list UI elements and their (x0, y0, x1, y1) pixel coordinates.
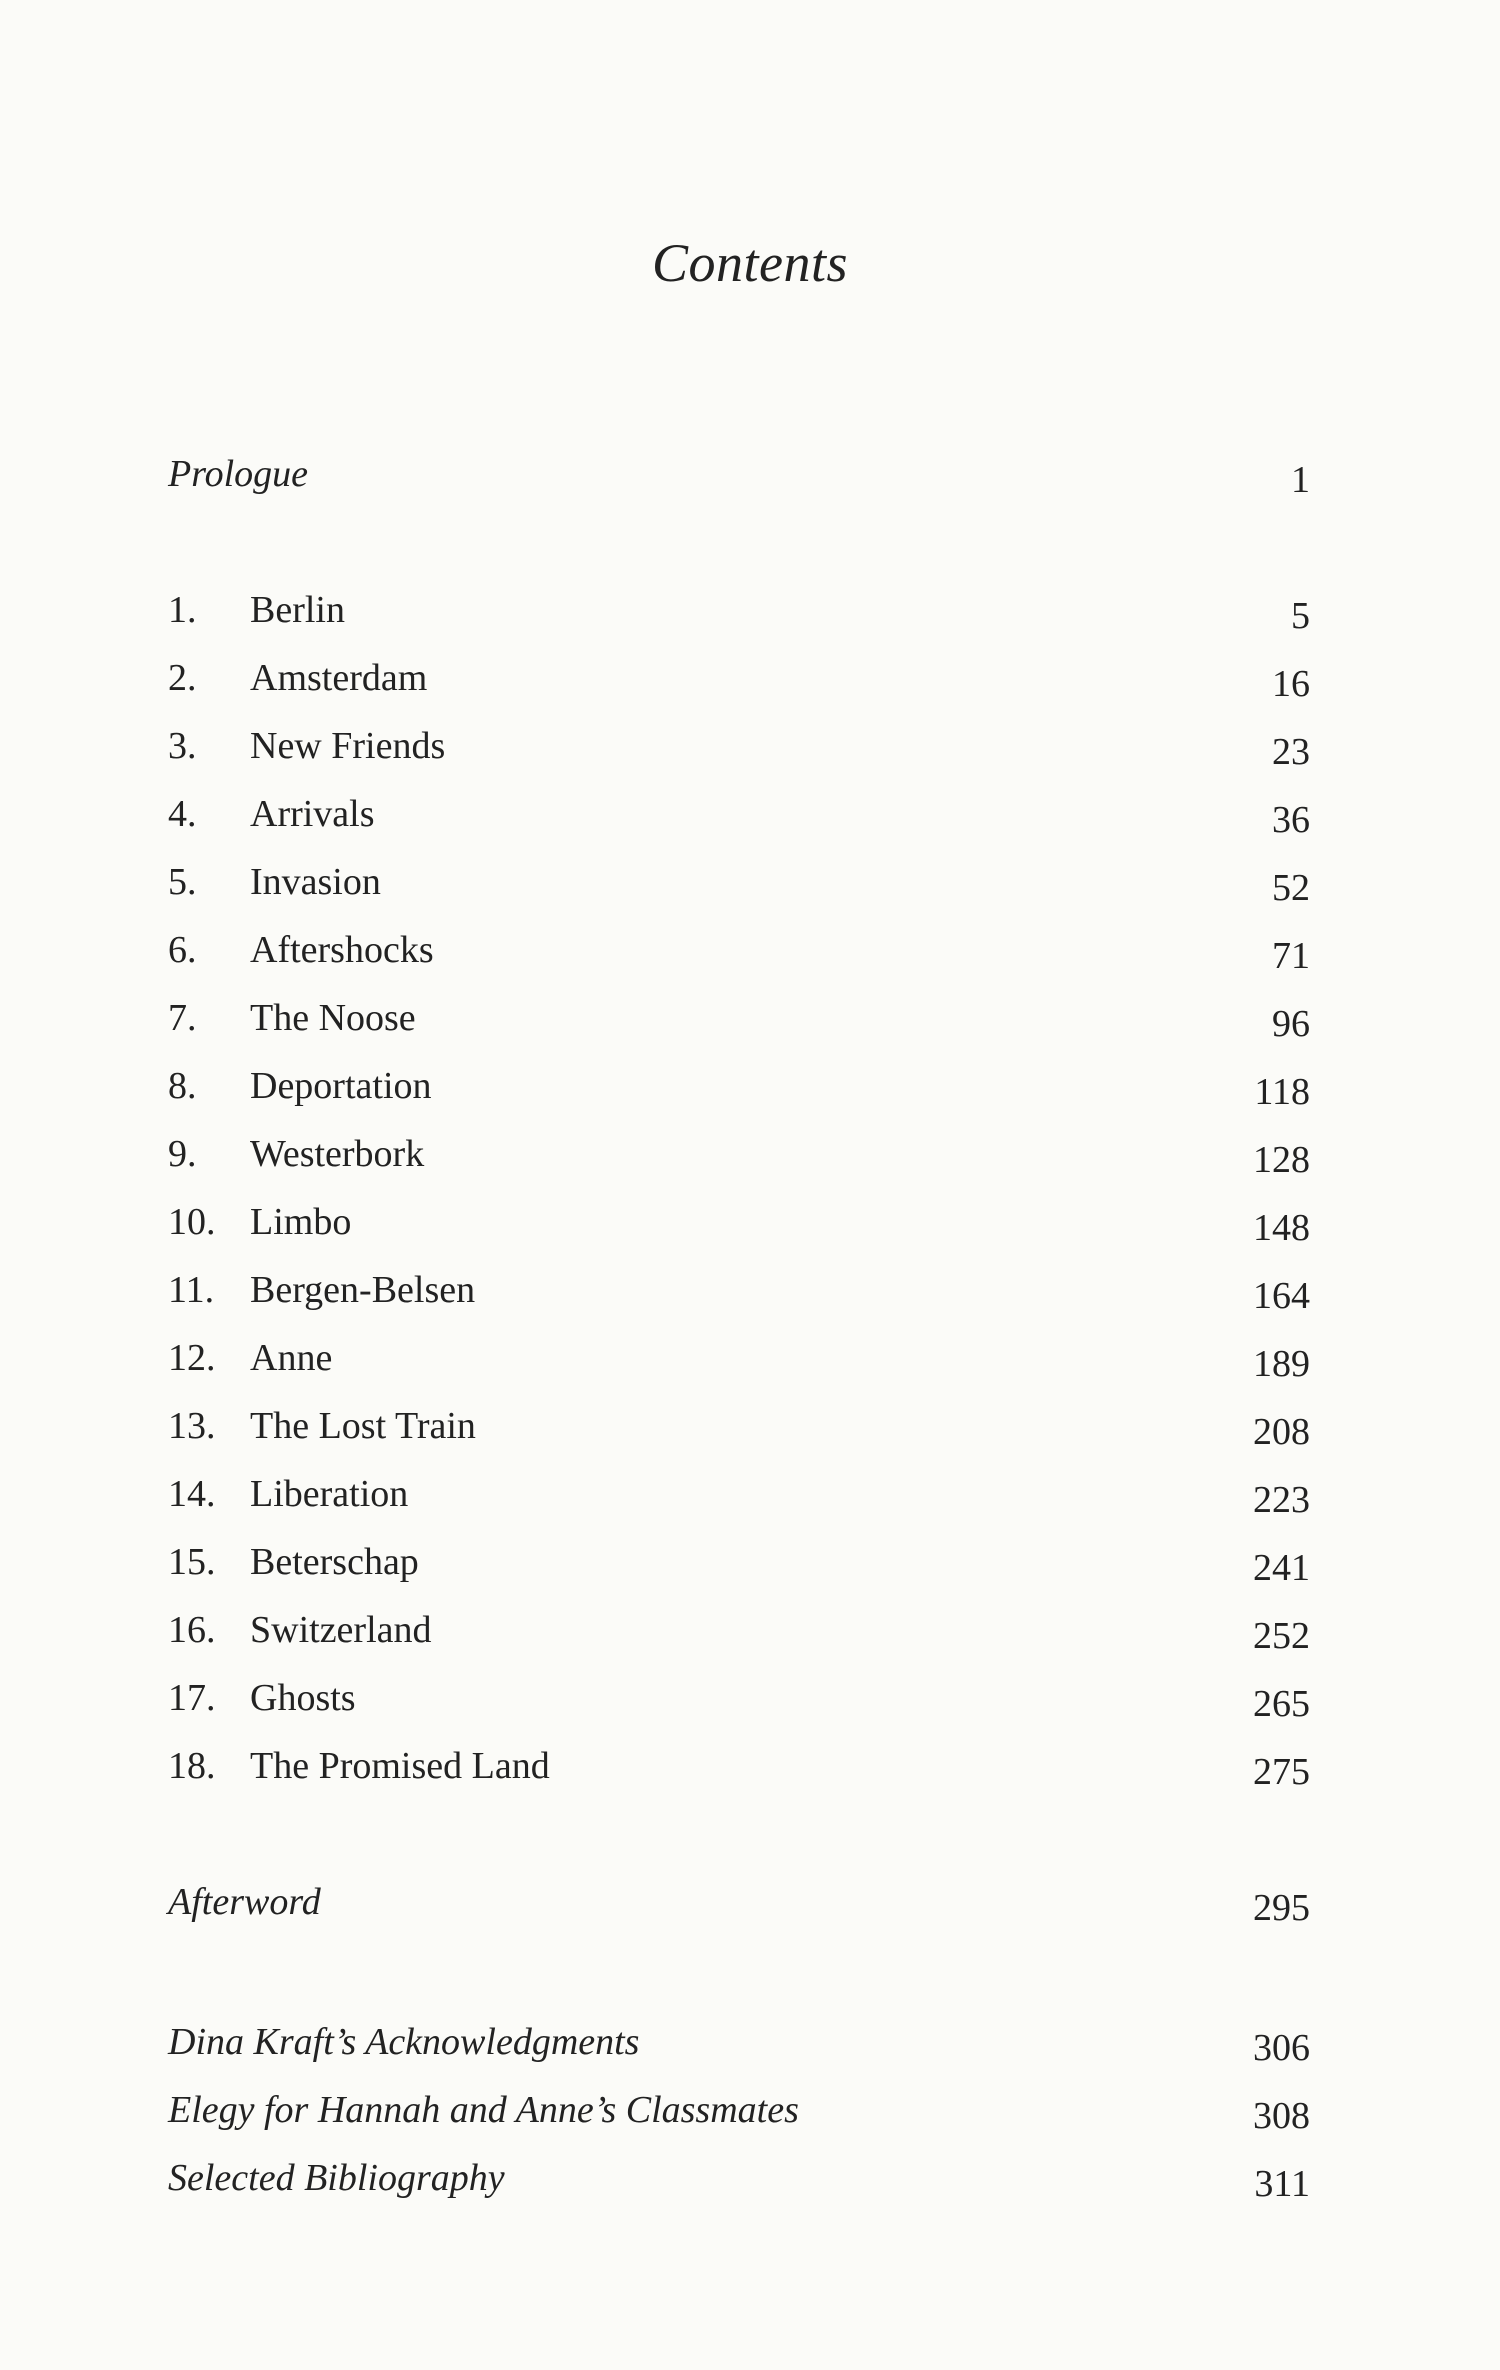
toc-chapter (0, 1132, 1500, 1192)
toc-chapter (0, 656, 1500, 716)
chapter-title: Limbo (250, 1201, 352, 1243)
chapter-number: 10. (168, 1201, 216, 1243)
chapter-number: 3. (168, 725, 197, 767)
toc-chapter (0, 1200, 1500, 1260)
toc-entry-back-matter (0, 2156, 1500, 2216)
toc-entry-back-matter (0, 2020, 1500, 2080)
toc-entry-label: Elegy for Hannah and Anne’s Classmates (168, 2089, 799, 2131)
toc-entry-page: 295 (1253, 1887, 1310, 1929)
toc-chapter (0, 1404, 1500, 1464)
chapter-page: 275 (1253, 1751, 1310, 1793)
toc-entry-page: 1 (1291, 459, 1310, 501)
toc-entry-label: Prologue (168, 453, 309, 495)
chapter-page: 128 (1253, 1139, 1310, 1181)
chapter-number: 1. (168, 589, 197, 631)
toc-entry-page: 308 (1253, 2095, 1310, 2137)
toc-chapter (0, 724, 1500, 784)
toc-chapter (0, 928, 1500, 988)
chapter-page: 164 (1253, 1275, 1310, 1317)
chapter-title: Bergen-Belsen (250, 1269, 476, 1311)
chapter-title: The Promised Land (250, 1745, 550, 1787)
toc-chapter (0, 996, 1500, 1056)
chapter-page: 265 (1253, 1683, 1310, 1725)
chapter-title: Aftershocks (250, 929, 434, 971)
chapter-title: The Lost Train (250, 1405, 476, 1447)
chapter-number: 12. (168, 1337, 216, 1379)
chapter-page: 52 (1272, 867, 1310, 909)
chapter-title: New Friends (250, 725, 446, 767)
chapter-page: 5 (1291, 595, 1310, 637)
chapter-title: Westerbork (250, 1133, 425, 1175)
chapter-title: Arrivals (250, 793, 375, 835)
toc-chapter (0, 1540, 1500, 1600)
toc-chapter (0, 1744, 1500, 1804)
chapter-number: 16. (168, 1609, 216, 1651)
chapter-page: 71 (1272, 935, 1310, 977)
toc-chapter (0, 792, 1500, 852)
chapter-page: 252 (1253, 1615, 1310, 1657)
toc-chapter (0, 1268, 1500, 1328)
chapter-title: Liberation (250, 1473, 409, 1515)
chapter-title: Amsterdam (250, 657, 428, 699)
chapter-number: 2. (168, 657, 197, 699)
chapter-number: 4. (168, 793, 197, 835)
chapter-number: 8. (168, 1065, 197, 1107)
toc-chapter (0, 1676, 1500, 1736)
toc-entry-label: Dina Kraft’s Acknowledgments (168, 2021, 640, 2063)
chapter-page: 23 (1272, 731, 1310, 773)
chapter-page: 189 (1253, 1343, 1310, 1385)
chapter-number: 14. (168, 1473, 216, 1515)
chapter-title: Anne (250, 1337, 333, 1379)
chapter-title: Deportation (250, 1065, 432, 1107)
chapter-number: 6. (168, 929, 197, 971)
chapter-number: 13. (168, 1405, 216, 1447)
toc-chapter (0, 1608, 1500, 1668)
toc-chapter (0, 1336, 1500, 1396)
chapter-page: 96 (1272, 1003, 1310, 1045)
toc-entry-afterword (0, 1880, 1500, 1940)
chapter-title: Beterschap (250, 1541, 419, 1583)
chapter-title: Ghosts (250, 1677, 356, 1719)
toc-chapter (0, 1472, 1500, 1532)
chapter-number: 9. (168, 1133, 197, 1175)
chapter-page: 148 (1253, 1207, 1310, 1249)
chapter-number: 17. (168, 1677, 216, 1719)
chapter-number: 18. (168, 1745, 216, 1787)
toc-entry-page: 306 (1253, 2027, 1310, 2069)
toc-chapter (0, 1064, 1500, 1124)
chapter-page: 223 (1253, 1479, 1310, 1521)
page-title: Contents (651, 233, 848, 293)
toc-entry-label: Selected Bibliography (168, 2157, 505, 2199)
chapter-title: The Noose (250, 997, 416, 1039)
toc-entry-back-matter (0, 2088, 1500, 2148)
toc-entry-prologue (0, 452, 1500, 512)
toc-entry-label: Afterword (168, 1881, 321, 1923)
chapter-title: Berlin (250, 589, 345, 631)
chapter-title: Invasion (250, 861, 381, 903)
chapter-page: 36 (1272, 799, 1310, 841)
chapter-page: 16 (1272, 663, 1310, 705)
toc-entry-page: 311 (1254, 2163, 1310, 2205)
chapter-number: 7. (168, 997, 197, 1039)
chapter-page: 118 (1254, 1071, 1310, 1113)
chapter-number: 5. (168, 861, 197, 903)
chapter-title: Switzerland (250, 1609, 432, 1651)
toc-chapter (0, 588, 1500, 648)
toc-chapter (0, 860, 1500, 920)
chapter-number: 11. (168, 1269, 215, 1311)
chapter-page: 241 (1253, 1547, 1310, 1589)
chapter-page: 208 (1253, 1411, 1310, 1453)
chapter-number: 15. (168, 1541, 216, 1583)
